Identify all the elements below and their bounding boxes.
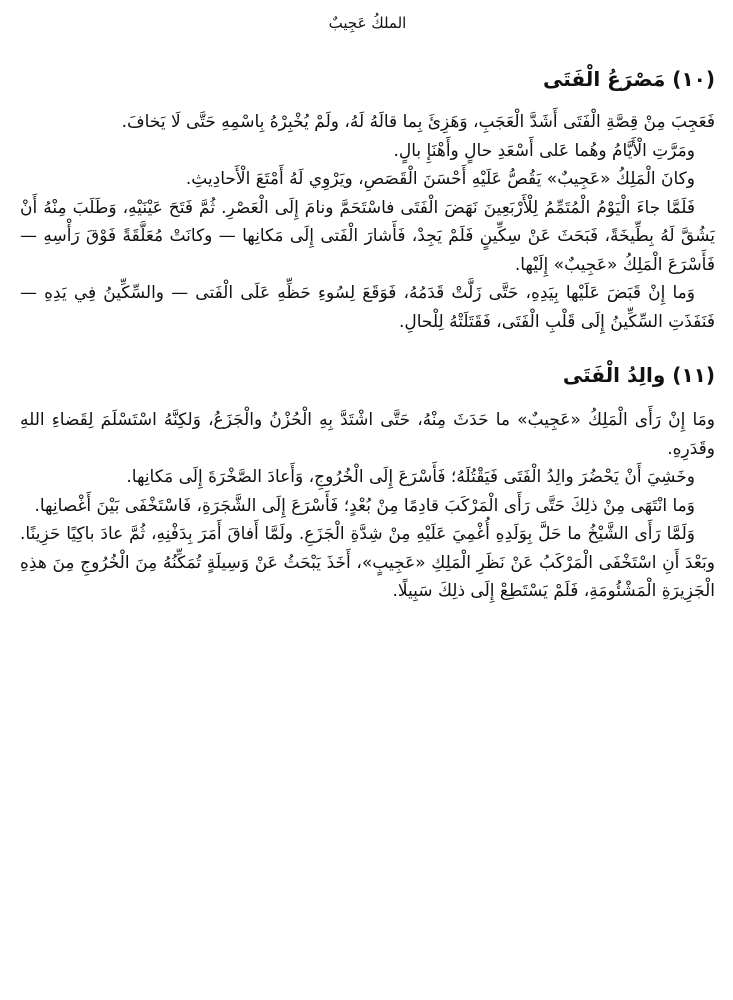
paragraph: ومَا إِنْ رَأَى الْمَلِكُ «عَجِيبٌ» ما حَدَثَ مِنْهُ، حَتَّى اشْتَدَّ بِهِ الْحُزْنُ والْجَزَعُ، وَلكِنَّهُ اسْتَسْلَمَ لِقَضاءِ اللهِ وقَدَرِهِ.	[20, 410, 715, 459]
paragraph: فَلَمَّا جاءَ الْيَوْمُ الْمُتَمِّمُ لِلْأَرْبَعِينَ نَهَضَ الْفَتَى فاسْتَحَمَّ ونامَ إِلَى الْعَصْرِ. ثُمَّ فَتَحَ عَيْنَيْهِ، وَطَلَبَ مِنْهُ أَنْ يَشُقَّ لَهُ بِطِّيخَةً، فَبَحَثَ عَنْ سِكِّينٍ فَلَمْ يَجِدْ، فَأَشارَ الْفَتى إِلَى مَكانِها — وكانَتْ مُعَلَّقَةً فَوْقَ رَأْسِهِ — فَأَسْرَعَ الْمَلِكُ «عَجِيبٌ» إِلَيْها.	[20, 197, 715, 275]
paragraph: فَعَجِبَ مِنْ قِصَّةِ الْفَتَى أَشَدَّ الْعَجَبِ، وَهَزِئَ بِما قالَهُ لَهُ، ولَمْ يُخْبِرْهُ بِاسْمِهِ حَتَّى لَا يَخافَ.	[121, 112, 715, 132]
paragraph: وخَشِيَ أَنْ يَحْضُرَ والِدُ الْفَتَى فَيَقْتُلَهُ؛ فَأَسْرَعَ إِلَى الْخُرُوجِ، وَأَعادَ الصَّخْرَةَ إِلَى مَكانِها.	[126, 467, 695, 487]
chapter-title: (١٠) مَصْرَعُ الْفَتَى	[543, 67, 715, 91]
paragraph: وكانَ الْمَلِكُ «عَجِيبٌ» يَقُصُّ عَلَيْهِ أَحْسَنَ الْقَصَصِ، ويَرْوِي لَهُ أَمْتَعَ الْأَحادِيثِ.	[185, 169, 695, 189]
paragraph: وَلَمَّا رَأَى الشَّيْخُ ما حَلَّ بِوَلَدِهِ أُغْمِيَ عَلَيْهِ مِنْ شِدَّةِ الْجَزَعِ. ولَمَّا أَفاقَ أَمَرَ بِدَفْنِهِ، ثُمَّ عادَ باكِيًا حَزِينًا. وبَعْدَ أَنِ اسْتَخْفَى الْمَرْكَبُ عَنْ نَظَرِ الْمَلِكِ «عَجِيبٍ»، أَخَذَ يَبْحَثُ عَنْ وَسِيلَةٍ تُمَكِّنُهُ مِنَ الْخُرُوجِ مِنَ هذِهِ الْجَزِيرَةِ الْمَشْئُومَةِ، فَلَمْ يَسْتَطِعْ إِلَى ذلِكَ سَبِيلًا.	[20, 524, 715, 601]
chapter-10	[20, 64, 715, 336]
chapter-title: (١١) والِدُ الْفَتَى	[562, 363, 715, 387]
chapter-11	[20, 360, 715, 606]
paragraph: وَما إِنْ قَبَضَ عَلَيْها بِيَدِهِ، حَتَّى زَلَّتْ قَدَمُهُ، فَوَقَعَ لِسُوءِ حَظِّهِ عَلَى الْفَتى — والسِّكِّينُ فِي يَدِهِ — فَنَفَذَتِ السِّكِّينُ إِلَى قَلْبِ الْفَتَى، فَقَتَلَتْهُ لِلْحالِ.	[20, 283, 715, 332]
running-header: الملكُ عَجِيبٌ	[328, 14, 407, 32]
paragraph: ومَرَّتِ الْأَيَّامُ وهُما عَلى أَسْعَدِ حالٍ وأَهْنَإِ بالٍ.	[393, 140, 695, 161]
paragraph: وَما انْتَهَى مِنْ ذلِكَ حَتَّى رَأَى الْمَرْكَبَ قادِمًا مِنْ بُعْدٍ؛ فَأَسْرَعَ إِلَى الشَّجَرَةِ، فَاسْتَخْفَى بَيْنَ أَغْصانِها.	[34, 495, 695, 516]
